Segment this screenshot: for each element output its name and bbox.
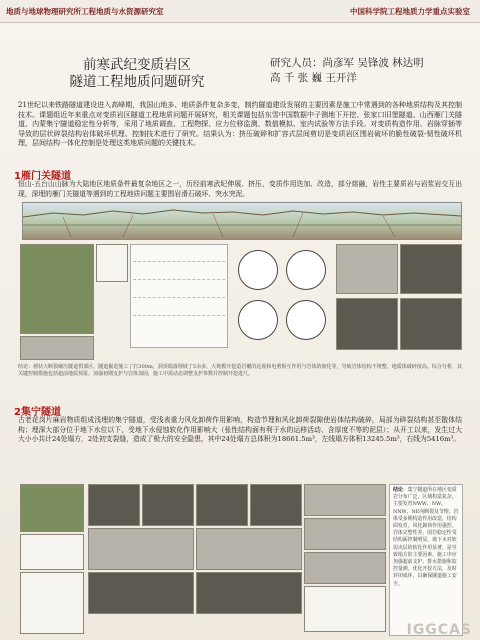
- tunnel-photo-1: [400, 244, 462, 294]
- monitoring-chart: [196, 528, 302, 570]
- section-2-conclusion-box: [389, 484, 463, 636]
- left-organization: 地质与地球物理研究所工程地质与水资源研究室: [6, 7, 164, 16]
- site-photo-1: [20, 244, 94, 334]
- conclusion-text: ：集宁隧道所在地区变质岩分布广泛，区域构造复杂，主要发育NWW、NW、NNW、NE向断裂及节理，岩体受多期构造作用改造，结构面发育，风化卸荷作用强烈。岩体完整性差，围岩稳定性受结构面控制明显，地下水对软弱夹层的软化作用显著，是导致塌方的主要因素。施工中应加强超前支护、排水措施和监控量测，优化开挖方法，及时封闭成环，以确保隧道施工安全。: [393, 487, 459, 587]
- tunnel-photo-2: [336, 298, 398, 350]
- authors-line-2: 高 千 张 巍 王开洋: [270, 72, 357, 84]
- tunnel-photo-4: [88, 484, 140, 526]
- tunnel-photo-6: [88, 572, 194, 614]
- profile-drawing: [23, 203, 461, 239]
- tunnel-photo-8: [250, 484, 302, 526]
- lining-figure-3: [304, 552, 386, 584]
- section-drawing-1: [20, 336, 94, 360]
- conclusion-title: 结论: [393, 487, 403, 493]
- site-photo-2: [20, 484, 84, 532]
- authors-line-1: 研究人员：尚彦军 吴锋波 林达明: [270, 57, 424, 69]
- stereonet-4: [286, 300, 326, 340]
- title-line-2: 隧道工程地质问题研究: [69, 74, 205, 90]
- author-list: [270, 56, 424, 86]
- section-1-text: 恒山-五台山山脉为大陆地区地质条件最复杂地区之一，历经前寒武纪伸展、挤压，变质作用迭加、改造，部分熔融，岩性主要质岩与岩浆岩交互出现，深埋的雁门关隧道等遇到的工程地质问题主要围岩滑石破坏、突水突泥。: [18, 180, 462, 198]
- institute-watermark: IGGCAS: [406, 622, 472, 638]
- section-drawing-2: [20, 534, 84, 570]
- section-drawing-3: [20, 572, 84, 634]
- abstract: 21世纪以来铁路隧道建设进入高峰期，我国山地多、地质条件复杂多变，制约隧道建设发展的主要因素是施工中常遇到的各种地质结构及其控制技术。课题组近年来重点对变质岩区隧道工程地质问题开展研究，相关课题包括东雪中国数据中子测地下开挖、张家口旧堡隧道、山西雁门关隧道、内蒙集宁隧道稳定性分析等，采用了地质调查、工程物探、应力位移监测、数值模拟、室内试验等方法手段。对变质构造作用、岩脉穿插等导致的层状碎裂结构岩体破坏机理、控制技术进行了研究。结果认为：挤压破碎和扩容式层间剪切是变质岩区围岩破坏的脆性破裂-韧性破坏机理，层间结构一体化控制是处理这类地质问题的关键技术。: [18, 101, 462, 147]
- tunnel-photo-9: [196, 572, 302, 614]
- tunnel-photo-7: [196, 484, 248, 526]
- title-line-1: 前寒武纪变质岩区: [83, 57, 191, 73]
- stereonet-2: [286, 250, 326, 290]
- stress-diagram: [304, 586, 386, 632]
- cross-section-figure: [88, 528, 194, 570]
- figure-notes-box: [130, 244, 228, 348]
- geological-profile-figure: [22, 202, 462, 240]
- section-2-heading: 2集宁隧道: [14, 407, 61, 418]
- tunnel-photo-3: [400, 298, 462, 350]
- header-bar: [0, 0, 480, 23]
- section-1-conclusion: 结论：褶状大断裂碾压隧道拱部区、隧道掘进施工了打300m，洞顶塌落埋坡了5余多，大规模开挖造岩覆的这视和电剪相互作用与岩体的韧化等，导致岩体结构不规整，地质体破碎度高。综合分析，其关键控制措施包括超前地质预报、加强初期支护与岩体加固，施工中需动态调整支护参数并控制开挖进尺。: [18, 364, 462, 377]
- tunnel-section-figure: [336, 244, 398, 294]
- map-figure: [96, 244, 128, 282]
- lining-figure-2: [304, 518, 386, 550]
- lining-figure-1: [304, 484, 386, 516]
- stereonet-1: [238, 250, 278, 290]
- right-organization: 中国科学院工程地质力学重点实验室: [350, 7, 470, 16]
- tunnel-photo-5: [142, 484, 194, 526]
- poster-title: [62, 57, 212, 91]
- section-2-text: 古老花岗片麻岩物质组成浅埋的集宁隧道，受浅表重力风化卸荷作用影响，构造节理和风化卸荷裂隙使岩体结构破碎，局部为碎裂结构甚至散体结构；埋深大部分位于地下水位以下，受地下水侵蚀软化作用影响大（张性结构面有利于水的运移活动、含厚度不等的泥层）；从开工以来，发生过大大小小共计24处塌方，2处初支裂缝，造成了极大的安全隐患，其中24处塌方总体积为18661.5m³，左线塌方体积13245.5m³，右线为5416m³。: [18, 416, 462, 443]
- section-1-heading: 1雁门关隧道: [14, 171, 71, 182]
- stereonet-3: [238, 300, 278, 340]
